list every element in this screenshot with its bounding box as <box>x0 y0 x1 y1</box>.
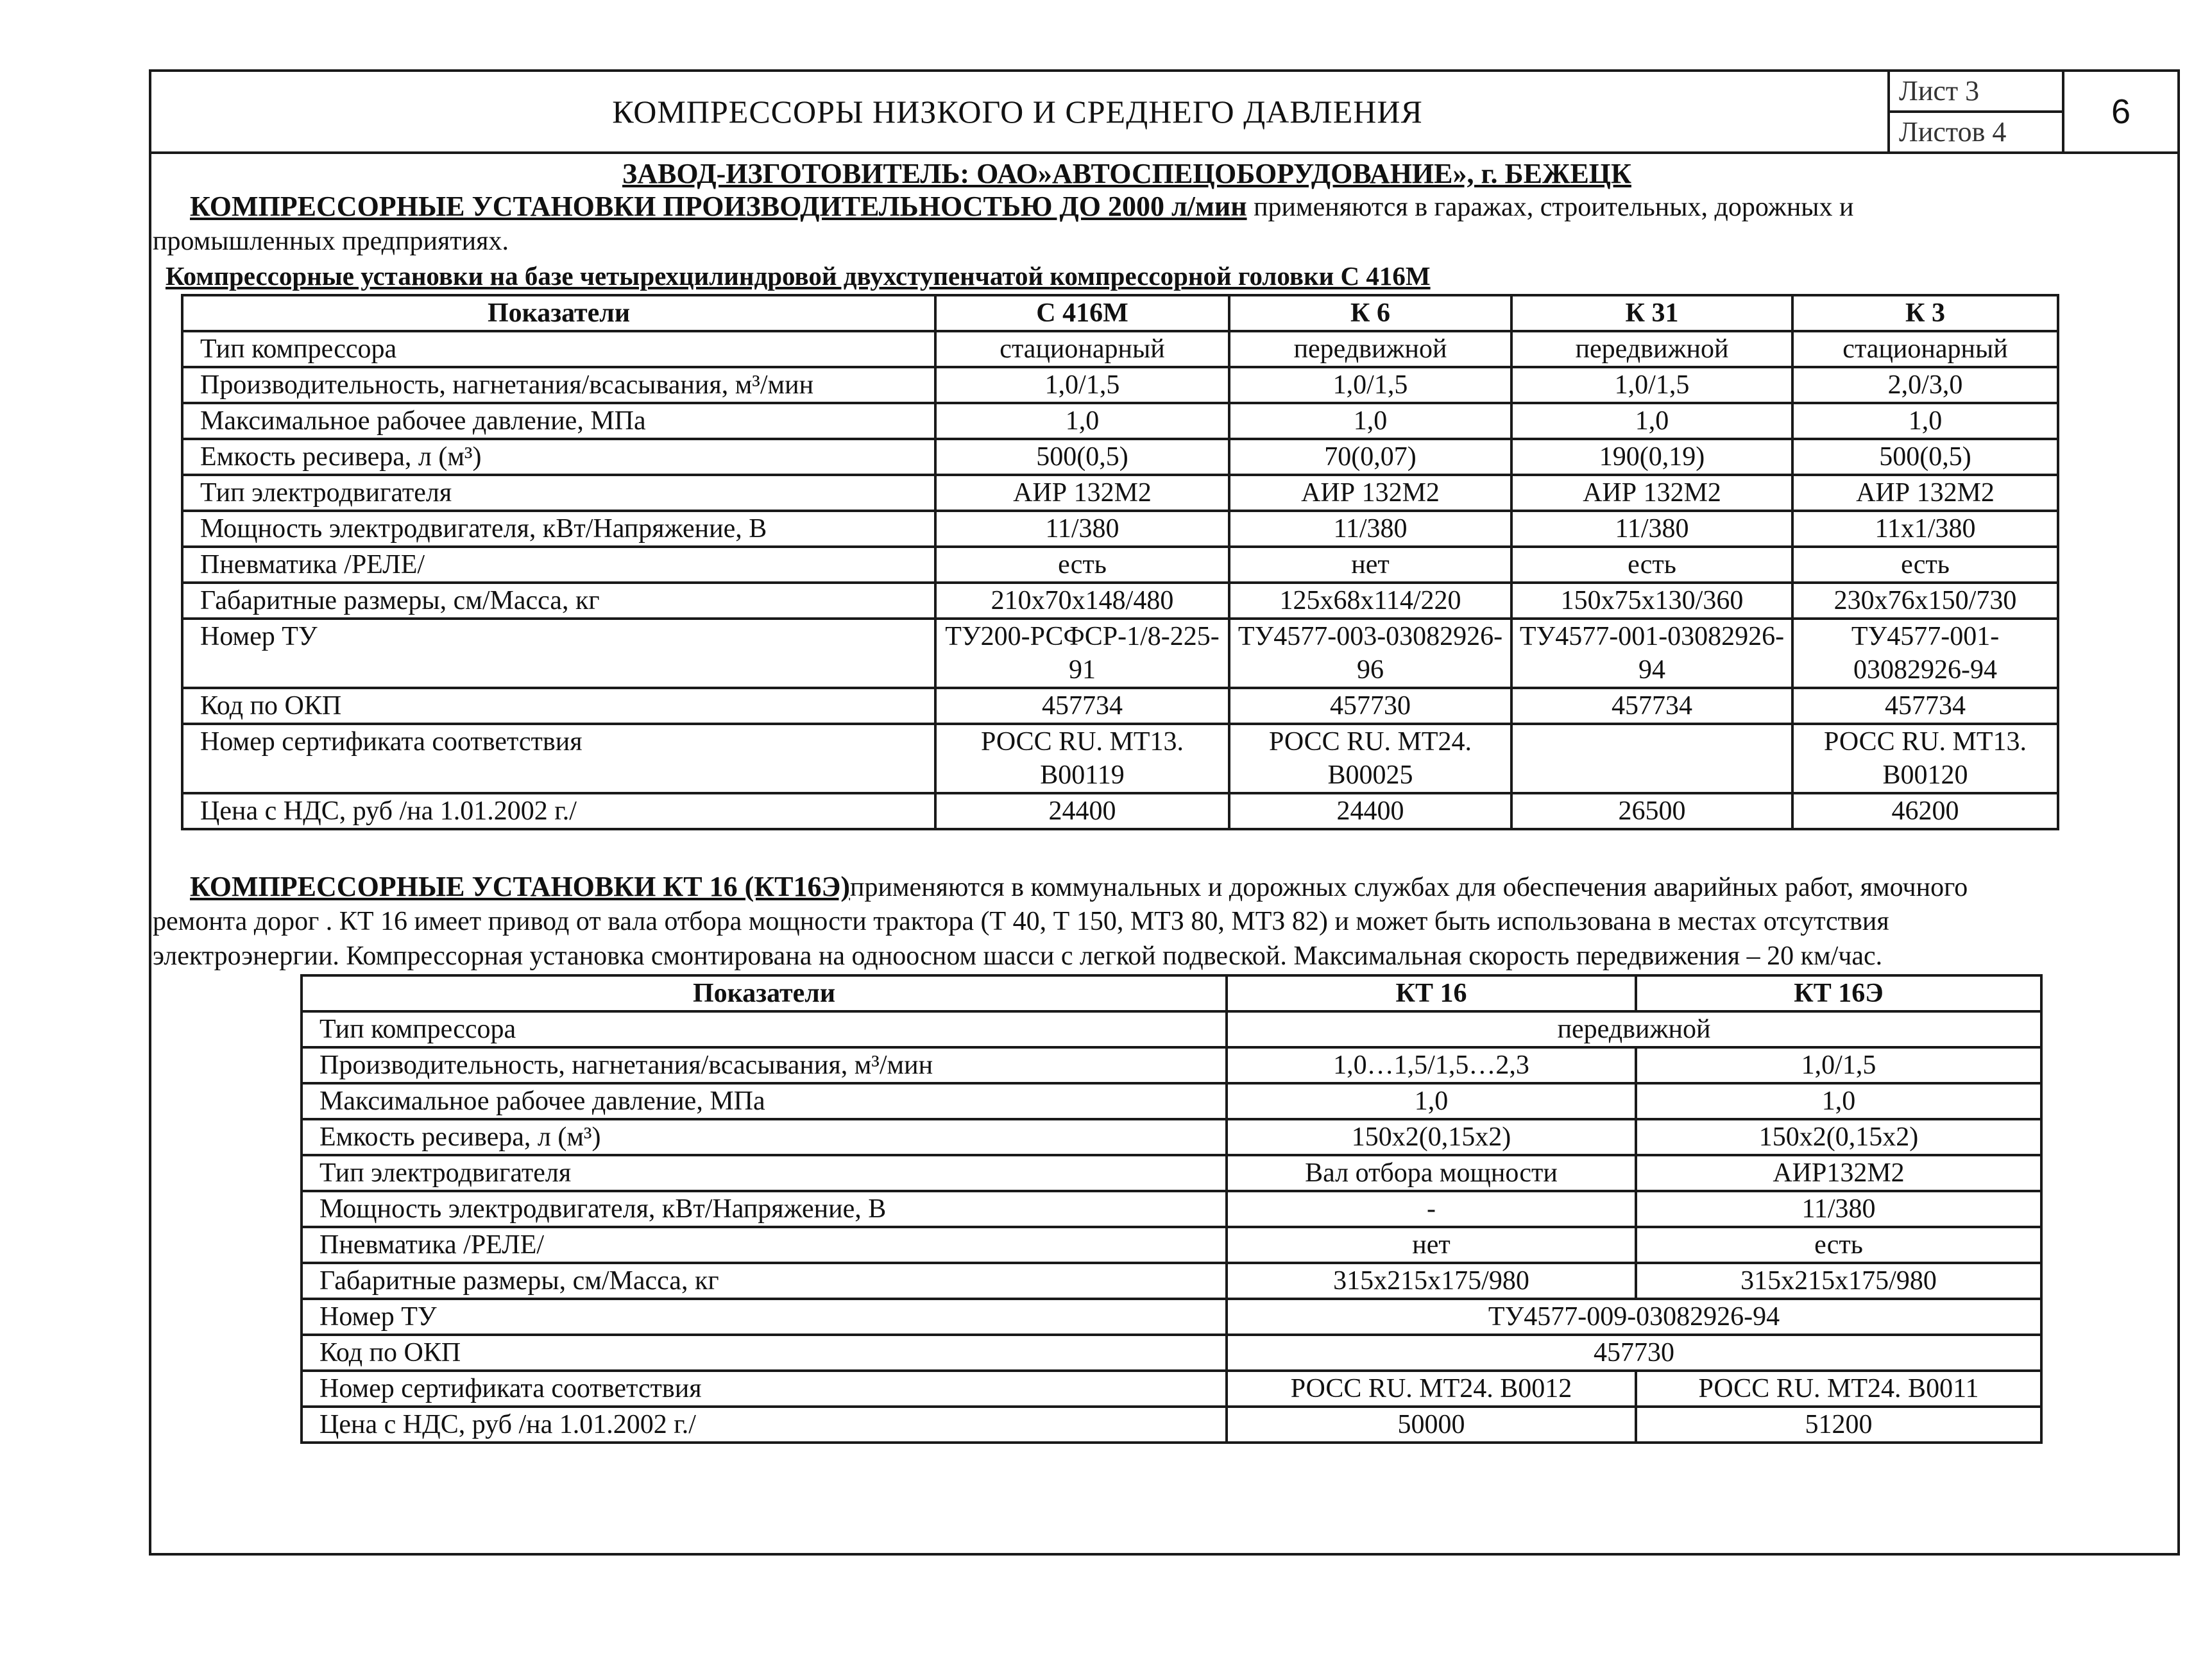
cell-value: 500(0,5) <box>935 439 1229 475</box>
manufacturer-line: ЗАВОД-ИЗГОТОВИТЕЛЬ: ОАО»АВТОСПЕЦОБОРУДОВАНИЕ», г. БЕЖЕЦК <box>622 158 1631 189</box>
cell-value: 1,0…1,5/1,5…2,3 <box>1227 1047 1636 1083</box>
cell-value: 457730 <box>1227 1335 2041 1371</box>
cell-value: 26500 <box>1511 793 1792 829</box>
table-row <box>302 1371 2041 1407</box>
cell-value: АИР 132М2 <box>1792 475 2058 511</box>
table-row <box>302 1083 2041 1119</box>
sheet-info <box>1887 72 2062 151</box>
row-label: Мощность электродвигателя, кВт/Напряжение, В <box>302 1191 1227 1227</box>
row-label: Тип электродвигателя <box>182 475 935 511</box>
cell-value: 1,0 <box>1229 403 1511 439</box>
row-label: Емкость ресивера, л (м³) <box>182 439 935 475</box>
cell-value: 1,0 <box>1792 403 2058 439</box>
cell-value: нет <box>1229 547 1511 583</box>
cell-value: есть <box>935 547 1229 583</box>
cell-value: 70(0,07) <box>1229 439 1511 475</box>
table-row <box>302 1335 2041 1371</box>
cell-value: ТУ4577-009-03082926-94 <box>1227 1299 2041 1335</box>
cell-value: 457730 <box>1229 688 1511 724</box>
row-label: Код по ОКП <box>302 1335 1227 1371</box>
row-label: Пневматика /РЕЛЕ/ <box>182 547 935 583</box>
cell-value: стационарный <box>1792 331 2058 367</box>
row-label: Номер сертификата соответствия <box>302 1371 1227 1407</box>
cell-value: 1,0 <box>1511 403 1792 439</box>
page-number: 6 <box>2062 72 2177 151</box>
table2-header-kt16e: КТ 16Э <box>1636 975 2041 1011</box>
row-label: Производительность, нагнетания/всасывания, м³/мин <box>302 1047 1227 1083</box>
cell-value: 315х215х175/980 <box>1636 1263 2041 1299</box>
row-label: Производительность, нагнетания/всасывания, м³/мин <box>182 367 935 403</box>
cell-value: 500(0,5) <box>1792 439 2058 475</box>
cell-value: ТУ4577-001-03082926-94 <box>1792 619 2058 688</box>
cell-value: ТУ200-РСФСР-1/8-225-91 <box>935 619 1229 688</box>
table-row <box>182 619 2058 688</box>
cell-value: 11/380 <box>1511 511 1792 547</box>
cell-value: есть <box>1636 1227 2041 1263</box>
row-label: Тип электродвигателя <box>302 1155 1227 1191</box>
cell-value: 11/380 <box>1229 511 1511 547</box>
table-row <box>302 1191 2041 1227</box>
table1-header-row <box>182 295 2058 331</box>
cell-value: 1,0/1,5 <box>1511 367 1792 403</box>
table-row <box>302 1299 2041 1335</box>
cell-value: 2,0/3,0 <box>1792 367 2058 403</box>
cell-value: стационарный <box>935 331 1229 367</box>
cell-value: 1,0/1,5 <box>1229 367 1511 403</box>
title-block <box>151 72 2177 154</box>
compressor-table-1 <box>181 294 2059 830</box>
cell-value: 46200 <box>1792 793 2058 829</box>
table-row <box>182 403 2058 439</box>
table-row <box>182 547 2058 583</box>
cell-value: РОСС RU. МТ13. В00119 <box>935 724 1229 793</box>
cell-value: 150х2(0,15х2) <box>1227 1119 1636 1155</box>
cell-value: РОСС RU. МТ24. В00025 <box>1229 724 1511 793</box>
section1-heading: КОМПРЕССОРНЫЕ УСТАНОВКИ ПРОИЗВОДИТЕЛЬНОСТЬЮ ДО 2000 л/мин <box>190 191 1247 222</box>
table2-header-row <box>302 975 2041 1011</box>
section2-text-line2: ремонта дорог . КТ 16 имеет привод от вала отбора мощности трактора (Т 40, Т 150, МТЗ 80, МТЗ 82) и может быть использована в местах отсутствия <box>153 907 1889 936</box>
table1-header-parameter: Показатели <box>182 295 935 331</box>
cell-value: 50000 <box>1227 1407 1636 1443</box>
row-label: Пневматика /РЕЛЕ/ <box>302 1227 1227 1263</box>
cell-value: 457734 <box>935 688 1229 724</box>
table-row <box>182 475 2058 511</box>
cell-value: ТУ4577-001-03082926-94 <box>1511 619 1792 688</box>
section1-intro <box>190 190 1854 223</box>
cell-value: 457734 <box>1792 688 2058 724</box>
row-label: Емкость ресивера, л (м³) <box>302 1119 1227 1155</box>
table1-header-k31: К 31 <box>1511 295 1792 331</box>
section1-subheading: Компрессорные установки на базе четырехцилиндровой двухступенчатой компрессорной головки С 416М <box>166 261 1431 291</box>
table-row <box>302 1227 2041 1263</box>
compressor-table-2 <box>300 974 2043 1444</box>
cell-value: передвижной <box>1511 331 1792 367</box>
row-label: Габаритные размеры, см/Масса, кг <box>302 1263 1227 1299</box>
sheet-number: Лист 3 <box>1899 75 1980 107</box>
table1-header-k6: К 6 <box>1229 295 1511 331</box>
table-row <box>182 583 2058 619</box>
cell-value: 11/380 <box>1636 1191 2041 1227</box>
cell-value: РОСС RU. МТ24. В0011 <box>1636 1371 2041 1407</box>
cell-value: РОСС RU. МТ24. В0012 <box>1227 1371 1636 1407</box>
cell-value: 1,0/1,5 <box>935 367 1229 403</box>
cell-value: нет <box>1227 1227 1636 1263</box>
row-label: Максимальное рабочее давление, МПа <box>182 403 935 439</box>
cell-value: - <box>1227 1191 1636 1227</box>
cell-value: 11х1/380 <box>1792 511 2058 547</box>
table-row <box>182 688 2058 724</box>
table-row <box>302 1263 2041 1299</box>
cell-value: 24400 <box>935 793 1229 829</box>
section2-text: применяются в коммунальных и дорожных службах для обеспечения аварийных работ, ямочного <box>850 873 1968 902</box>
document-title: КОМПРЕССОРЫ НИЗКОГО И СРЕДНЕГО ДАВЛЕНИЯ <box>612 94 1423 130</box>
sheets-total: Листов 4 <box>1890 110 2062 151</box>
cell-value <box>1511 724 1792 793</box>
cell-value: передвижной <box>1227 1011 2041 1047</box>
cell-value: 230х76х150/730 <box>1792 583 2058 619</box>
cell-value: передвижной <box>1229 331 1511 367</box>
row-label: Цена с НДС, руб /на 1.01.2002 г./ <box>302 1407 1227 1443</box>
table-row <box>182 724 2058 793</box>
cell-value: ТУ4577-003-03082926-96 <box>1229 619 1511 688</box>
section2-text-line3: электроэнергии. Компрессорная установка смонтирована на одноосном шасси с легкой подвеской. Максимальная скорость передвижения – 20 км/час. <box>153 941 1883 971</box>
table-row <box>182 367 2058 403</box>
row-label: Цена с НДС, руб /на 1.01.2002 г./ <box>182 793 935 829</box>
cell-value: 210х70х148/480 <box>935 583 1229 619</box>
cell-value: 1,0 <box>1227 1083 1636 1119</box>
table-row <box>182 511 2058 547</box>
table-row <box>302 1011 2041 1047</box>
cell-value: АИР 132М2 <box>1229 475 1511 511</box>
table-row <box>302 1407 2041 1443</box>
row-label: Тип компрессора <box>182 331 935 367</box>
cell-value: 150х75х130/360 <box>1511 583 1792 619</box>
cell-value: 125х68х114/220 <box>1229 583 1511 619</box>
cell-value: 315х215х175/980 <box>1227 1263 1636 1299</box>
table1-header-c416m: С 416М <box>935 295 1229 331</box>
cell-value: АИР 132М2 <box>935 475 1229 511</box>
cell-value: АИР 132М2 <box>1511 475 1792 511</box>
row-label: Мощность электродвигателя, кВт/Напряжение, В <box>182 511 935 547</box>
cell-value: РОСС RU. МТ13. В00120 <box>1792 724 2058 793</box>
table-row <box>182 439 2058 475</box>
section1-text-cont: промышленных предприятиях. <box>153 227 509 256</box>
cell-value: 24400 <box>1229 793 1511 829</box>
row-label: Номер ТУ <box>302 1299 1227 1335</box>
cell-value: АИР132М2 <box>1636 1155 2041 1191</box>
table-row <box>302 1119 2041 1155</box>
table-row <box>302 1155 2041 1191</box>
table-row <box>182 331 2058 367</box>
cell-value: есть <box>1792 547 2058 583</box>
cell-value: 1,0 <box>1636 1083 2041 1119</box>
row-label: Тип компрессора <box>302 1011 1227 1047</box>
cell-value: 150х2(0,15х2) <box>1636 1119 2041 1155</box>
cell-value: 11/380 <box>935 511 1229 547</box>
section2-intro <box>190 870 1968 903</box>
cell-value: 457734 <box>1511 688 1792 724</box>
cell-value: 190(0,19) <box>1511 439 1792 475</box>
row-label: Габаритные размеры, см/Масса, кг <box>182 583 935 619</box>
table-row <box>302 1047 2041 1083</box>
cell-value: 1,0 <box>935 403 1229 439</box>
section1-text: применяются в гаражах, строительных, дорожных и <box>1246 193 1854 222</box>
row-label: Номер ТУ <box>182 619 935 688</box>
row-label: Номер сертификата соответствия <box>182 724 935 793</box>
table2-header-kt16: КТ 16 <box>1227 975 1636 1011</box>
cell-value: 1,0/1,5 <box>1636 1047 2041 1083</box>
row-label: Максимальное рабочее давление, МПа <box>302 1083 1227 1119</box>
row-label: Код по ОКП <box>182 688 935 724</box>
table2-header-parameter: Показатели <box>302 975 1227 1011</box>
section2-heading: КОМПРЕССОРНЫЕ УСТАНОВКИ КТ 16 (КТ16Э) <box>190 871 851 902</box>
table1-header-k3: К 3 <box>1792 295 2058 331</box>
cell-value: есть <box>1511 547 1792 583</box>
cell-value: Вал отбора мощности <box>1227 1155 1636 1191</box>
table-row <box>182 793 2058 829</box>
cell-value: 51200 <box>1636 1407 2041 1443</box>
